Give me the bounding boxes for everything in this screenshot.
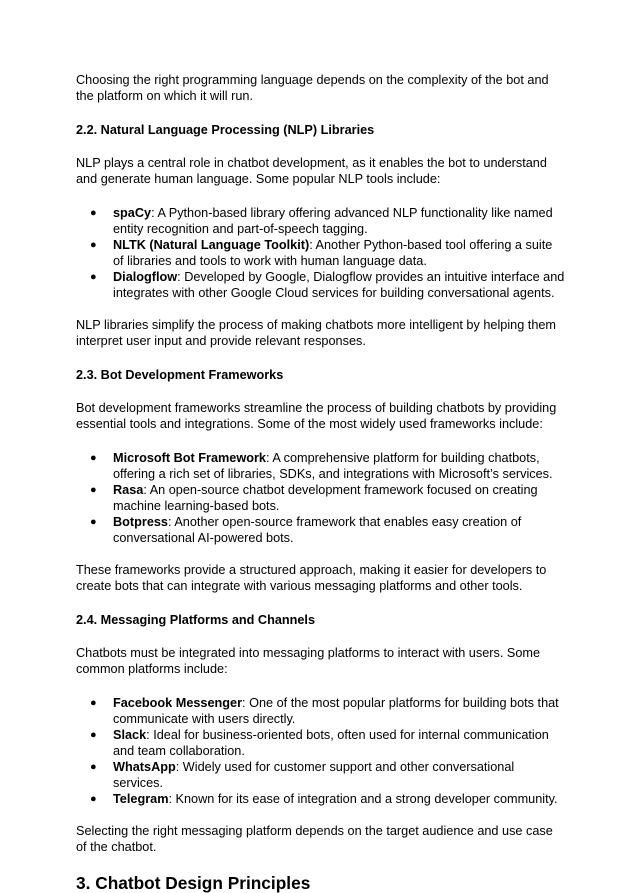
list-item-term: NLTK (Natural Language Toolkit) — [113, 238, 310, 252]
section-2-4-heading: 2.4. Messaging Platforms and Channels — [76, 613, 316, 627]
list-item-desc: : Another open-source framework that enables easy creation of conversational AI-powered bots. — [113, 515, 522, 545]
list-item-desc: : Known for its ease of integration and a strong developer community. — [168, 792, 558, 806]
list-item — [90, 482, 566, 514]
list-item — [90, 759, 566, 791]
list-item — [90, 791, 566, 807]
section-2-3-closing: These frameworks provide a structured approach, making it easier for developers to create bots that can integrate with various messaging platforms and other tools. — [76, 563, 547, 593]
list-item-term: Slack — [113, 728, 147, 742]
bullet-icon: ● — [90, 761, 97, 773]
frameworks-list — [76, 450, 566, 546]
bullet-icon: ● — [90, 452, 97, 464]
list-item-desc: : Ideal for business-oriented bots, often used for internal communication and team collaboration. — [113, 728, 549, 758]
bullet-icon: ● — [90, 697, 97, 709]
bullet-icon: ● — [90, 793, 97, 805]
list-item — [90, 695, 566, 727]
list-item-term: spaCy — [113, 206, 152, 220]
section-2-3-heading: 2.3. Bot Development Frameworks — [76, 368, 284, 382]
list-item-term: Facebook Messenger — [113, 696, 243, 710]
bullet-icon: ● — [90, 207, 97, 219]
list-item-desc: : A Python-based library offering advanced NLP functionality like named entity recognition and part-of-speech tagging. — [113, 206, 553, 236]
section-2-4-closing: Selecting the right messaging platform depends on the target audience and use case of the chatbot. — [76, 824, 553, 854]
section-2-2-paragraph: NLP plays a central role in chatbot development, as it enables the bot to understand and generate human language. Some popular NLP tools include: — [76, 156, 547, 186]
bullet-icon: ● — [90, 271, 97, 283]
list-item-term: Telegram — [113, 792, 169, 806]
section-2-4-paragraph: Chatbots must be integrated into messaging platforms to interact with users. Some common platforms include: — [76, 646, 541, 676]
list-item — [90, 205, 566, 237]
bullet-icon: ● — [90, 484, 97, 496]
list-item-term: Rasa — [113, 483, 144, 497]
nlp-tools-list — [76, 205, 566, 301]
section-2-2-heading: 2.2. Natural Language Processing (NLP) Libraries — [76, 123, 375, 137]
list-item — [90, 450, 566, 482]
list-item-term: Microsoft Bot Framework — [113, 451, 266, 465]
bullet-icon: ● — [90, 239, 97, 251]
list-item-desc: : An open-source chatbot development framework focused on creating machine learning-based bots. — [113, 483, 538, 513]
platforms-list — [76, 695, 566, 807]
list-item-desc: : One of the most popular platforms for building bots that communicate with users directly. — [113, 696, 559, 726]
list-item-desc: : Widely used for customer support and other conversational services. — [113, 760, 515, 790]
list-item-term: Botpress — [113, 515, 168, 529]
section-2-3-paragraph: Bot development frameworks streamline the process of building chatbots by providing essential tools and integrations. Some of the most widely used frameworks include: — [76, 401, 557, 431]
list-item-desc: : Another Python-based tool offering a suite of libraries and tools to work with human language data. — [113, 238, 553, 268]
list-item — [90, 727, 566, 759]
list-item-term: Dialogflow — [113, 270, 178, 284]
section-2-2-closing: NLP libraries simplify the process of making chatbots more intelligent by helping them interpret user input and provide relevant responses. — [76, 318, 557, 348]
intro-paragraph: Choosing the right programming language depends on the complexity of the bot and the platform on which it will run. — [76, 73, 549, 103]
section-3-heading: 3. Chatbot Design Principles — [76, 873, 311, 893]
list-item — [90, 269, 566, 301]
bullet-icon: ● — [90, 729, 97, 741]
list-item-desc: : Developed by Google, Dialogflow provides an intuitive interface and integrates with other Google Cloud services for building conversational agents. — [113, 270, 565, 300]
list-item — [90, 514, 566, 546]
list-item-term: WhatsApp — [113, 760, 176, 774]
list-item-desc: : A comprehensive platform for building chatbots, offering a rich set of libraries, SDKs, and integrations with Microsoft’s services. — [113, 451, 553, 481]
list-item — [90, 237, 566, 269]
bullet-icon: ● — [90, 516, 97, 528]
